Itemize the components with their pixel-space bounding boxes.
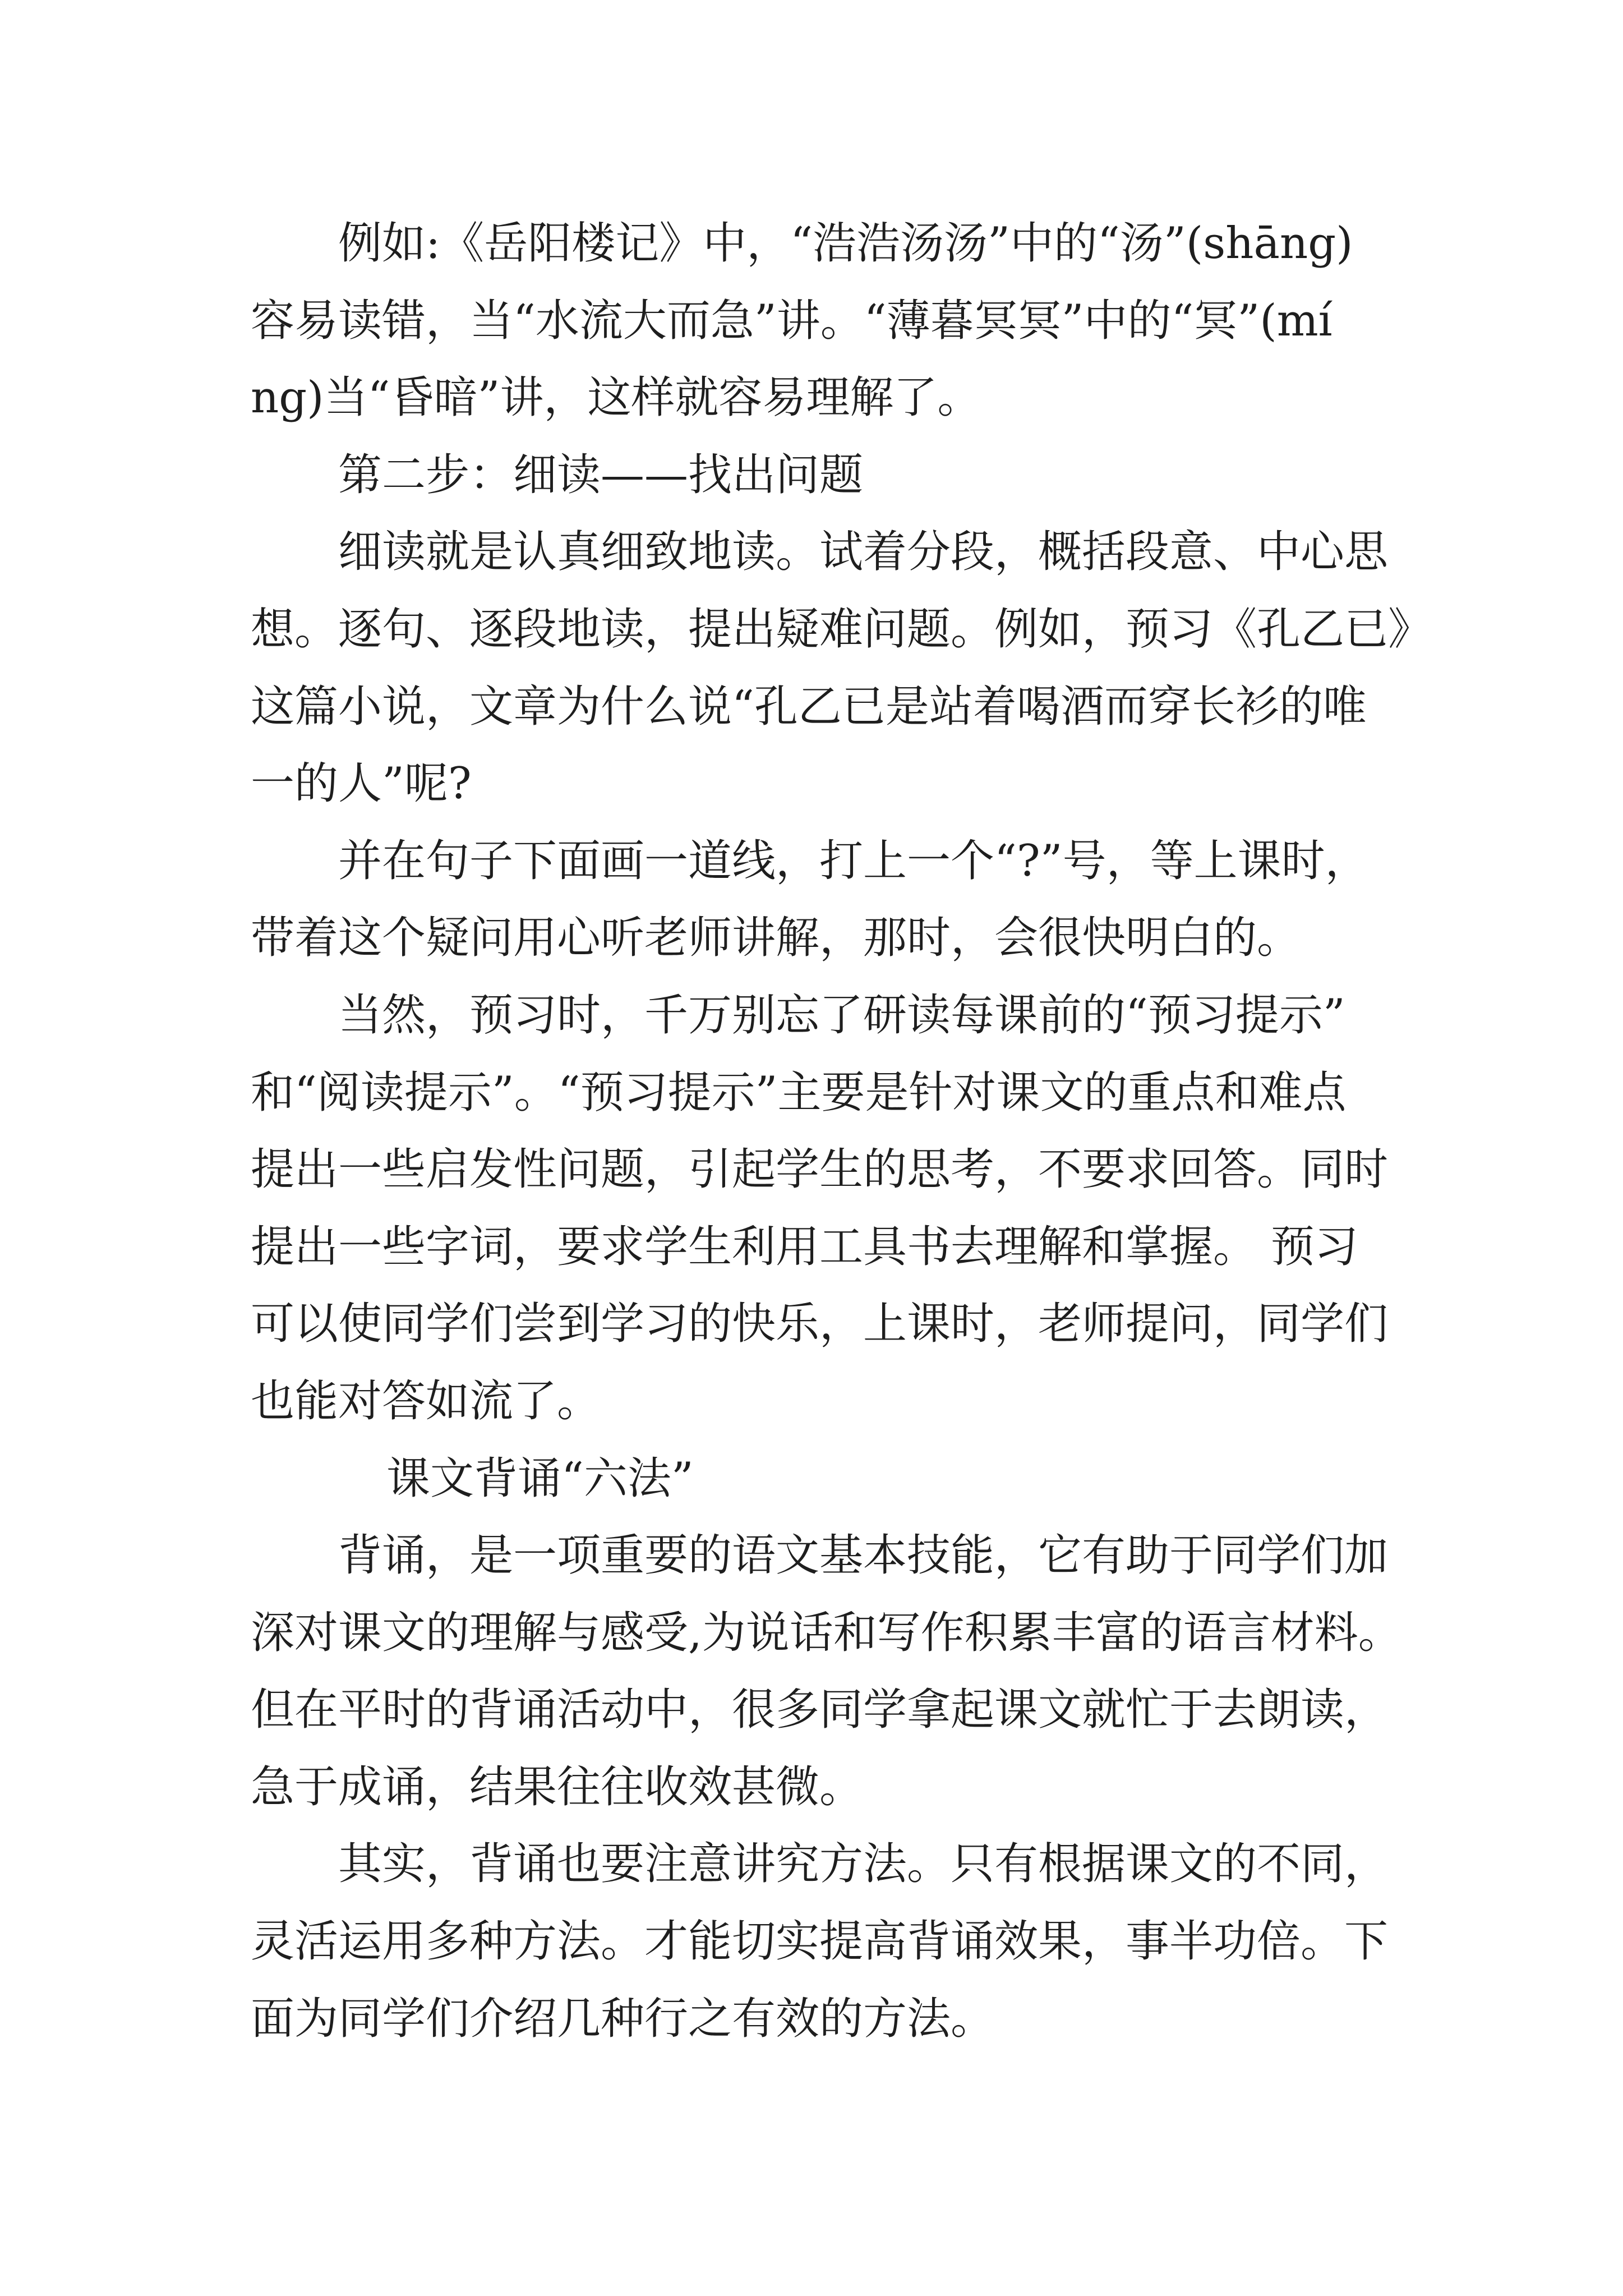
text-line: ng)当“昏暗”讲，这样就容易理解了。 — [251, 372, 981, 424]
text-line: 但在平时的背诵活动中，很多同学拿起课文就忙于去朗读， — [251, 1685, 1389, 1736]
paragraph-recitation-methods — [251, 1826, 1440, 2058]
text-line: 例如:《岳阳楼记》中，“浩浩汤汤”中的“汤”(shāng) — [338, 218, 1353, 269]
text-line: 也能对答如流了。 — [251, 1375, 601, 1427]
text-line: 深对课文的理解与感受,为说话和写作积累丰富的语言材料。 — [251, 1607, 1402, 1658]
document-body — [251, 205, 1440, 2058]
text-line: 面为同学们介绍几种行之有效的方法。 — [251, 1993, 995, 2044]
text-line: 灵活运用多种方法。才能切实提高背诵效果，事半功倍。下 — [251, 1916, 1389, 1967]
text-line: 当然，预习时，千万别忘了研读每课前的“预习提示” — [338, 990, 1345, 1041]
text-line: 提出一些启发性问题，引起学生的思考，不要求回答。同时 — [251, 1144, 1389, 1195]
text-line: 细读就是认真细致地读。试着分段，概括段意、中心思 — [338, 527, 1389, 578]
heading-text: 第二步：细读——找出问题 — [338, 449, 864, 500]
heading-text: 课文背诵“六法” — [386, 1453, 694, 1504]
paragraph-preview-tips — [251, 977, 1440, 1441]
paragraph-mark-question — [251, 823, 1440, 977]
paragraph-recitation-intro — [251, 1517, 1440, 1826]
text-line: 一的人”呢? — [251, 758, 472, 809]
text-line: 背诵，是一项重要的语文基本技能，它有助于同学们加 — [338, 1530, 1389, 1581]
paragraph-pronunciation-example — [251, 205, 1440, 437]
text-line: 可以使同学们尝到学习的快乐，上课时，老师提问，同学们 — [251, 1299, 1389, 1350]
text-line: 容易读错，当“水流大而急”讲。“薄暮冥冥”中的“冥”(mí — [251, 295, 1332, 346]
text-line: 提出一些字词，要求学生利用工具书去理解和掌握。 预习 — [251, 1221, 1358, 1272]
text-line: 其实，背诵也要注意讲究方法。只有根据课文的不同， — [338, 1839, 1389, 1890]
text-line: 急于成诵，结果往往收效甚微。 — [251, 1761, 864, 1812]
recitation-section-heading — [251, 1441, 1440, 1518]
text-line: 想。逐句、逐段地读，提出疑难问题。例如，预习《孔乙已》 — [251, 604, 1432, 655]
text-line: 和“阅读提示”。“预习提示”主要是针对课文的重点和难点 — [251, 1067, 1347, 1118]
text-line: 并在句子下面画一道线，打上一个“?”号，等上课时， — [338, 835, 1369, 886]
paragraph-close-reading — [251, 514, 1440, 822]
text-line: 带着这个疑问用心听老师讲解，那时，会很快明白的。 — [251, 913, 1301, 964]
text-line: 这篇小说，文章为什么说“孔乙已是站着喝酒而穿长衫的唯 — [251, 681, 1367, 732]
step-two-heading — [251, 437, 1440, 514]
